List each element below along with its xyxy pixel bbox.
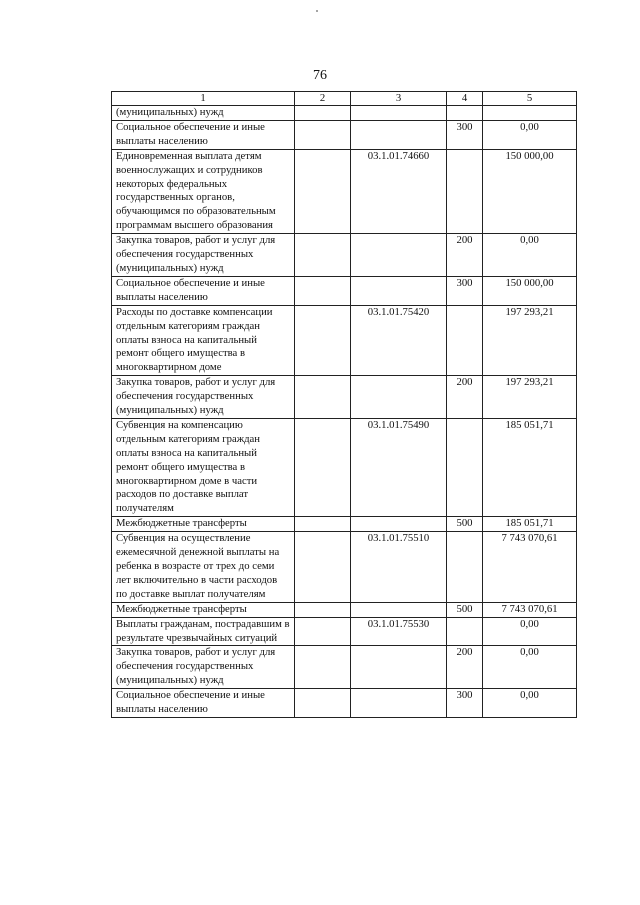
- row-name-cell: Социальное обеспечение и иные выплаты населению: [112, 276, 295, 305]
- row-name-cell: Закупка товаров, работ и услуг для обеспечения государственных (муниципальных) нужд: [112, 646, 295, 689]
- row-col2-cell: [295, 305, 351, 376]
- table-row: [112, 617, 577, 646]
- header-col-3: 3: [351, 92, 447, 106]
- row-sum-cell: 197 293,21: [483, 376, 577, 419]
- row-name-cell: Социальное обеспечение и иные выплаты населению: [112, 689, 295, 718]
- row-name-cell: (муниципальных) нужд: [112, 106, 295, 121]
- row-name-cell: Расходы по доставке компенсации отдельным категориям граждан оплаты взноса на капитальный ремонт общего имущества в многоквартирном доме: [112, 305, 295, 376]
- row-col2-cell: [295, 120, 351, 149]
- row-name-cell: Выплаты гражданам, пострадавшим в результате чрезвычайных ситуаций: [112, 617, 295, 646]
- row-kvr-cell: 300: [447, 689, 483, 718]
- table-row: [112, 532, 577, 603]
- row-code-cell: [351, 517, 447, 532]
- row-sum-cell: 0,00: [483, 646, 577, 689]
- row-code-cell: [351, 120, 447, 149]
- row-code-cell: 03.1.01.75490: [351, 418, 447, 516]
- table-row: [112, 689, 577, 718]
- table-row: [112, 602, 577, 617]
- row-code-cell: 03.1.01.75510: [351, 532, 447, 603]
- row-sum-cell: 197 293,21: [483, 305, 577, 376]
- row-code-cell: [351, 602, 447, 617]
- row-col2-cell: [295, 376, 351, 419]
- table-row: [112, 234, 577, 277]
- row-kvr-cell: [447, 418, 483, 516]
- row-kvr-cell: 200: [447, 234, 483, 277]
- row-sum-cell: 7 743 070,61: [483, 602, 577, 617]
- table-body: [112, 106, 577, 718]
- row-code-cell: 03.1.01.75420: [351, 305, 447, 376]
- row-code-cell: [351, 106, 447, 121]
- row-col2-cell: [295, 106, 351, 121]
- row-sum-cell: 150 000,00: [483, 149, 577, 233]
- row-kvr-cell: 200: [447, 646, 483, 689]
- table-row: [112, 120, 577, 149]
- header-col-1: 1: [112, 92, 295, 106]
- page-number: 76: [313, 68, 327, 83]
- row-kvr-cell: [447, 149, 483, 233]
- row-col2-cell: [295, 602, 351, 617]
- row-col2-cell: [295, 532, 351, 603]
- header-row: [112, 92, 577, 106]
- row-col2-cell: [295, 517, 351, 532]
- row-code-cell: [351, 376, 447, 419]
- row-name-cell: Субвенция на осуществление ежемесячной денежной выплаты на ребенка в возрасте от трех до семи лет включительно в части расходов по доставке выплат получателям: [112, 532, 295, 603]
- row-name-cell: Единовременная выплата детям военнослужащих и сотрудников некоторых федеральных государственных органов, обучающимся по образовательным программам высшего образования: [112, 149, 295, 233]
- row-col2-cell: [295, 617, 351, 646]
- row-kvr-cell: [447, 305, 483, 376]
- row-col2-cell: [295, 149, 351, 233]
- row-col2-cell: [295, 646, 351, 689]
- scan-speck: [316, 10, 318, 12]
- row-code-cell: [351, 276, 447, 305]
- row-sum-cell: 185 051,71: [483, 517, 577, 532]
- row-sum-cell: 0,00: [483, 689, 577, 718]
- row-code-cell: [351, 646, 447, 689]
- table-row: [112, 646, 577, 689]
- row-col2-cell: [295, 234, 351, 277]
- budget-table: [111, 91, 577, 718]
- row-kvr-cell: 300: [447, 120, 483, 149]
- row-sum-cell: 0,00: [483, 617, 577, 646]
- table-row: [112, 106, 577, 121]
- row-sum-cell: 7 743 070,61: [483, 532, 577, 603]
- table-row: [112, 149, 577, 233]
- row-name-cell: Закупка товаров, работ и услуг для обеспечения государственных (муниципальных) нужд: [112, 376, 295, 419]
- table-row: [112, 376, 577, 419]
- row-code-cell: 03.1.01.75530: [351, 617, 447, 646]
- row-name-cell: Межбюджетные трансферты: [112, 517, 295, 532]
- header-col-2: 2: [295, 92, 351, 106]
- row-kvr-cell: 300: [447, 276, 483, 305]
- table-row: [112, 305, 577, 376]
- row-code-cell: 03.1.01.74660: [351, 149, 447, 233]
- row-kvr-cell: [447, 617, 483, 646]
- table-row: [112, 418, 577, 516]
- row-name-cell: Межбюджетные трансферты: [112, 602, 295, 617]
- row-sum-cell: [483, 106, 577, 121]
- row-kvr-cell: [447, 106, 483, 121]
- row-col2-cell: [295, 276, 351, 305]
- row-name-cell: Субвенция на компенсацию отдельным категориям граждан оплаты взноса на капитальный ремонт общего имущества в многоквартирном доме в части расходов по доставке выплат получателям: [112, 418, 295, 516]
- row-kvr-cell: [447, 532, 483, 603]
- row-sum-cell: 185 051,71: [483, 418, 577, 516]
- row-sum-cell: 0,00: [483, 120, 577, 149]
- row-col2-cell: [295, 418, 351, 516]
- row-name-cell: Закупка товаров, работ и услуг для обеспечения государственных (муниципальных) нужд: [112, 234, 295, 277]
- header-col-4: 4: [447, 92, 483, 106]
- row-kvr-cell: 500: [447, 517, 483, 532]
- row-sum-cell: 0,00: [483, 234, 577, 277]
- row-code-cell: [351, 234, 447, 277]
- row-col2-cell: [295, 689, 351, 718]
- table-header: [112, 92, 577, 106]
- row-sum-cell: 150 000,00: [483, 276, 577, 305]
- row-name-cell: Социальное обеспечение и иные выплаты населению: [112, 120, 295, 149]
- table-row: [112, 517, 577, 532]
- header-col-5: 5: [483, 92, 577, 106]
- row-kvr-cell: 200: [447, 376, 483, 419]
- row-code-cell: [351, 689, 447, 718]
- table-row: [112, 276, 577, 305]
- row-kvr-cell: 500: [447, 602, 483, 617]
